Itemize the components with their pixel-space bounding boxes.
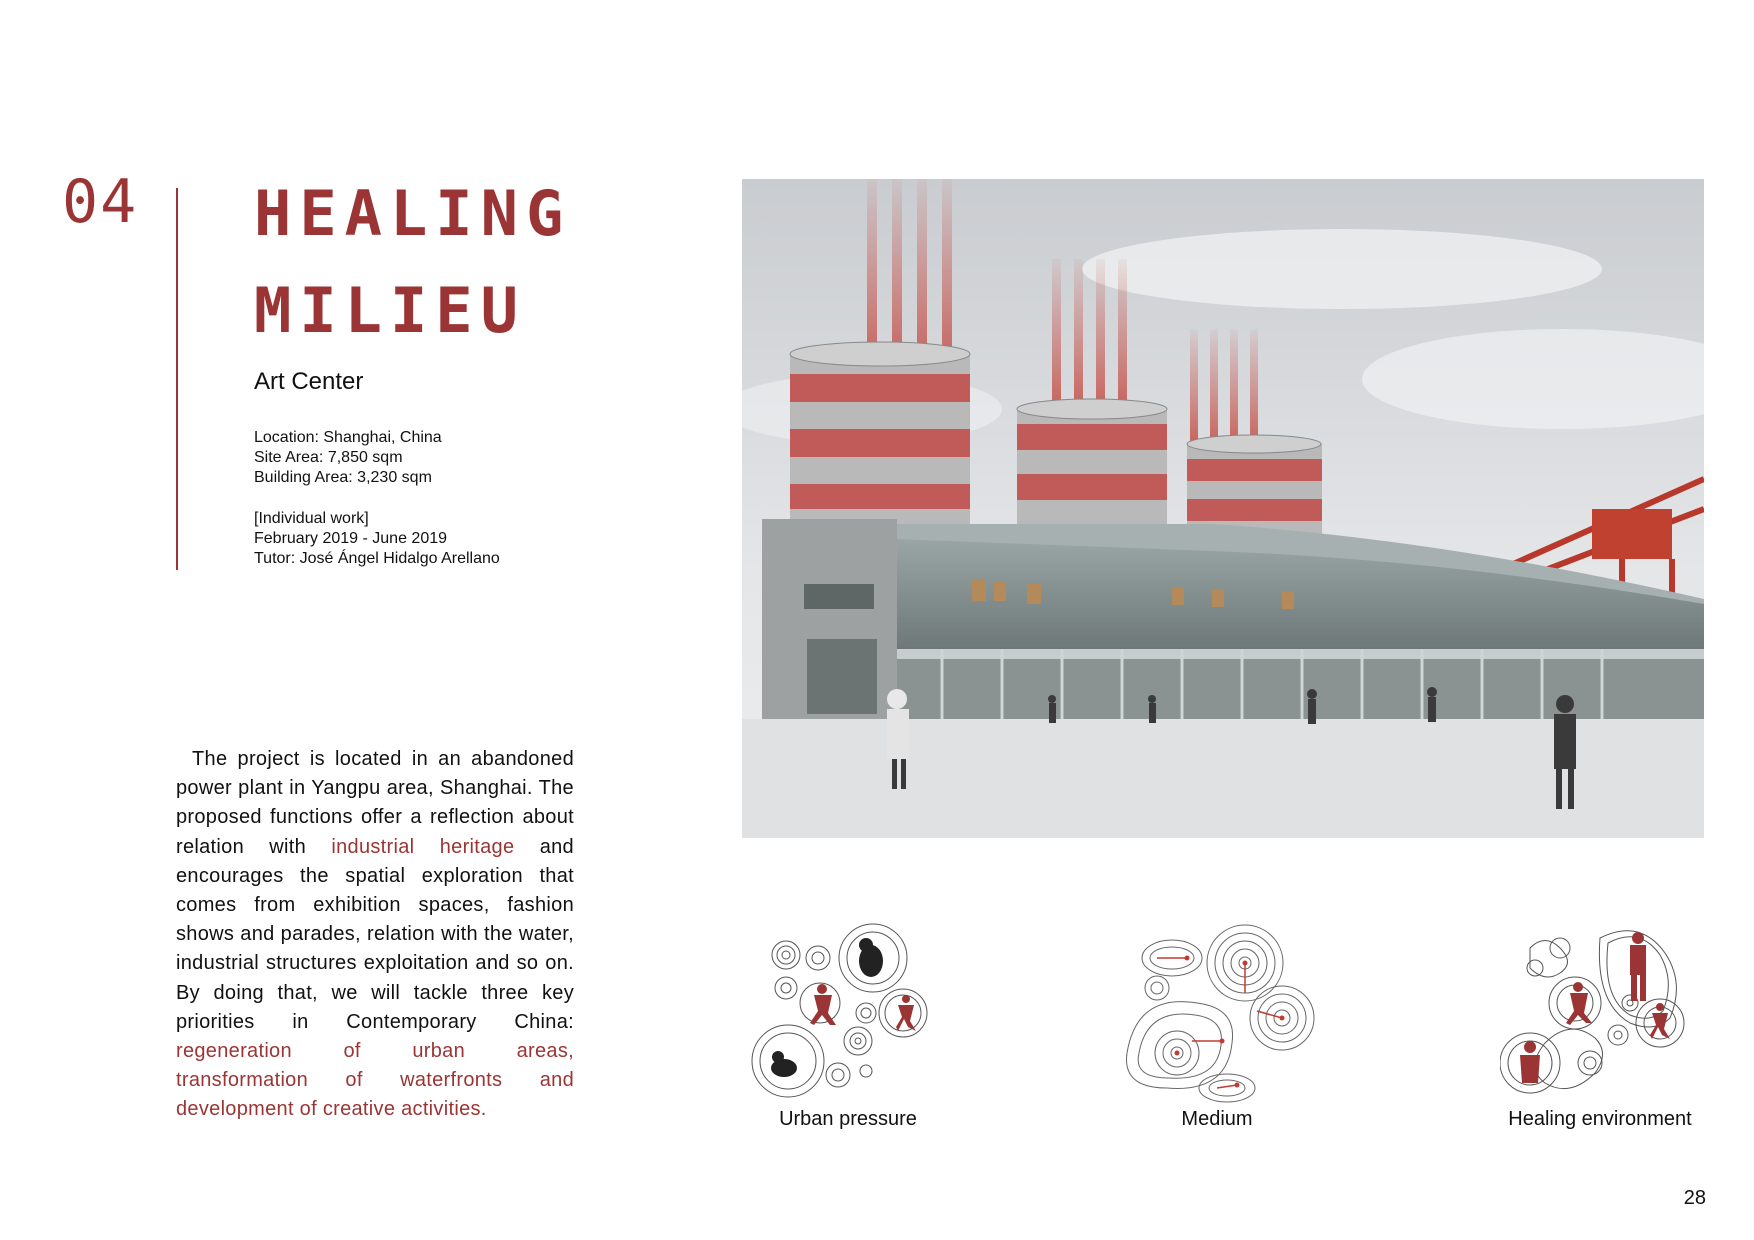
project-specs bbox=[254, 428, 442, 488]
urban-pressure-illustration bbox=[748, 923, 948, 1103]
project-number: 04 bbox=[62, 167, 139, 237]
period-line: February 2019 - June 2019 bbox=[254, 530, 448, 547]
caption-urban-pressure: Urban pressure bbox=[779, 1108, 917, 1130]
work-type-line: [Individual work] bbox=[254, 510, 369, 527]
project-title-line-2: MILIEU bbox=[254, 274, 526, 347]
description-highlight-heritage: industrial heritage bbox=[331, 835, 515, 858]
tutor-line: Tutor: José Ángel Hidalgo Arellano bbox=[254, 550, 500, 567]
caption-healing-environment: Healing environment bbox=[1508, 1108, 1692, 1130]
vertical-divider bbox=[176, 188, 178, 570]
page-number: 28 bbox=[1683, 1187, 1706, 1209]
diagram-healing-environment bbox=[1500, 923, 1700, 1103]
diagram-medium bbox=[1117, 923, 1317, 1103]
project-description bbox=[176, 745, 574, 1125]
project-credits bbox=[254, 509, 500, 569]
render-illustration bbox=[742, 179, 1704, 838]
caption-medium: Medium bbox=[1181, 1108, 1253, 1130]
description-text-1: The project is located in an abandoned power plant in Yangpu area, Shanghai. The proposed functions offer a reflection about relation with bbox=[176, 748, 574, 858]
site-area-line: Site Area: 7,850 sqm bbox=[254, 449, 403, 466]
location-line: Location: Shanghai, China bbox=[254, 429, 442, 446]
medium-illustration bbox=[1117, 923, 1317, 1103]
description-highlight-priorities: regeneration of urban areas, transformation of waterfronts and development of creative activities. bbox=[176, 1040, 574, 1121]
project-subtitle: Art Center bbox=[254, 368, 364, 395]
healing-environment-illustration bbox=[1500, 923, 1700, 1103]
architectural-render bbox=[742, 179, 1704, 838]
project-title-line-1: HEALING bbox=[254, 177, 572, 250]
building-area-line: Building Area: 3,230 sqm bbox=[254, 469, 432, 486]
description-text-2: and encourages the spatial exploration that comes from exhibition spaces, fashion shows and parades, relation with the water, industrial structures exploitation and so on. By doing that, we will tackle three key priorities in Contemporary China: bbox=[176, 835, 574, 1033]
diagram-urban-pressure bbox=[748, 923, 948, 1103]
